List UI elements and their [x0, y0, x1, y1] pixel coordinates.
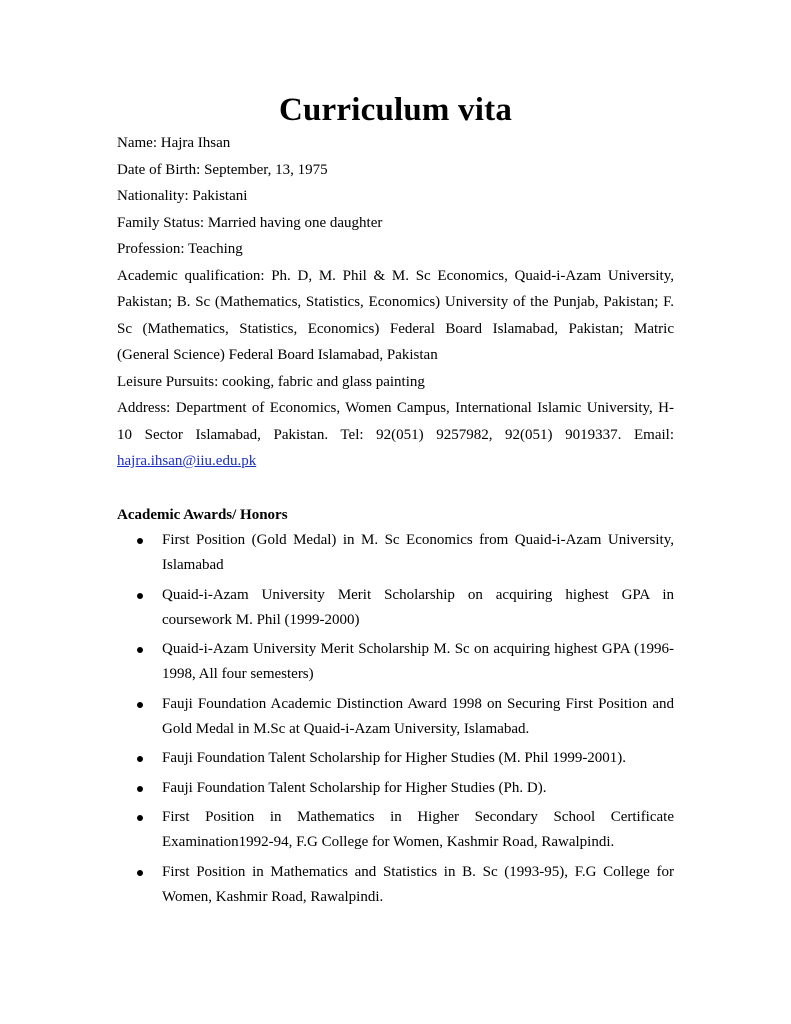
- award-text: First Position in Mathematics and Statistics in B. Sc (1993-95), F.G College for Women, Kashmir Road, Rawalpindi.: [162, 863, 674, 905]
- field-address: [117, 395, 674, 475]
- field-leisure-pursuits: [117, 369, 674, 396]
- field-value: Teaching: [187, 241, 243, 257]
- list-item: [117, 637, 674, 687]
- bullet-icon: [137, 786, 143, 792]
- field-family-status: [117, 210, 674, 237]
- field-academic-qualification: [117, 263, 674, 369]
- field-value: Ph. D, M. Phil & M. Sc Economics, Quaid-i-Azam University, Pakistan; B. Sc (Mathematics, Statistics, Economics) University of the Punjab, Pakistan; F. Sc (Mathematics, Statistics, Economics) Federal Board Islamabad, Pakistan; Matric (General Science) Federal Board Islamabad, Pakistan: [117, 267, 675, 363]
- award-text: Fauji Foundation Talent Scholarship for Higher Studies (M. Phil 1999-2001).: [162, 750, 627, 766]
- field-value: Hajra Ihsan: [160, 135, 231, 151]
- bullet-icon: [137, 815, 143, 821]
- awards-heading: Academic Awards/ Honors: [117, 507, 288, 523]
- field-nationality: [117, 183, 674, 210]
- bullet-icon: [137, 593, 143, 599]
- page-title: Curriculum vita: [278, 92, 513, 128]
- bullet-icon: [137, 870, 143, 876]
- bullet-icon: [137, 647, 143, 653]
- field-profession: [117, 236, 674, 263]
- field-value: Married having one daughter: [207, 214, 383, 231]
- award-text: Quaid-i-Azam University Merit Scholarship on acquiring highest GPA in coursework M. Phil (1999-2000): [162, 586, 674, 628]
- list-item: [117, 776, 674, 801]
- bullet-icon: [137, 538, 143, 544]
- field-label: Leisure Pursuits:: [117, 373, 219, 390]
- field-label: Nationality:: [117, 188, 189, 204]
- awards-list: [117, 528, 674, 914]
- field-label: Name:: [117, 135, 157, 151]
- field-value: Pakistani: [192, 188, 248, 204]
- field-value: September, 13, 1975: [204, 161, 328, 178]
- list-item: [117, 583, 674, 633]
- list-item: [117, 746, 674, 771]
- field-name: [117, 130, 674, 157]
- field-date-of-birth: [117, 157, 674, 184]
- award-text: First Position in Mathematics in Higher Secondary School Certificate Examination1992-94, F.G College for Women, Kashmir Road, Rawalpindi.: [162, 809, 674, 850]
- personal-details: [117, 130, 674, 475]
- award-text: First Position (Gold Medal) in M. Sc Economics from Quaid-i-Azam University, Islamabad: [162, 532, 674, 573]
- field-label: Academic qualification:: [117, 267, 265, 284]
- field-label: Family Status:: [117, 214, 205, 231]
- award-text: Fauji Foundation Academic Distinction Award 1998 on Securing First Position and Gold Medal in M.Sc at Quaid-i-Azam University, Islamabad.: [162, 695, 674, 737]
- field-value: Department of Economics, Women Campus, International Islamic University, H-10 Sector Islamabad, Pakistan. Tel: 92(051) 9257982, 92(051) 9019337. Email:: [117, 400, 675, 443]
- list-item: [117, 692, 674, 742]
- bullet-icon: [137, 756, 143, 762]
- field-value: cooking, fabric and glass painting: [222, 373, 425, 390]
- email-link[interactable]: hajra.ihsan@iiu.edu.pk: [117, 453, 257, 469]
- list-item: [117, 528, 674, 578]
- field-label: Profession:: [117, 241, 185, 257]
- list-item: [117, 805, 674, 855]
- field-label: Date of Birth:: [117, 161, 201, 178]
- award-text: Quaid-i-Azam University Merit Scholarship M. Sc on acquiring highest GPA (1996-1998, All four semesters): [162, 641, 674, 682]
- bullet-icon: [137, 702, 143, 708]
- award-text: Fauji Foundation Talent Scholarship for Higher Studies (Ph. D).: [162, 779, 547, 796]
- list-item: [117, 860, 674, 910]
- field-label: Address:: [117, 400, 171, 416]
